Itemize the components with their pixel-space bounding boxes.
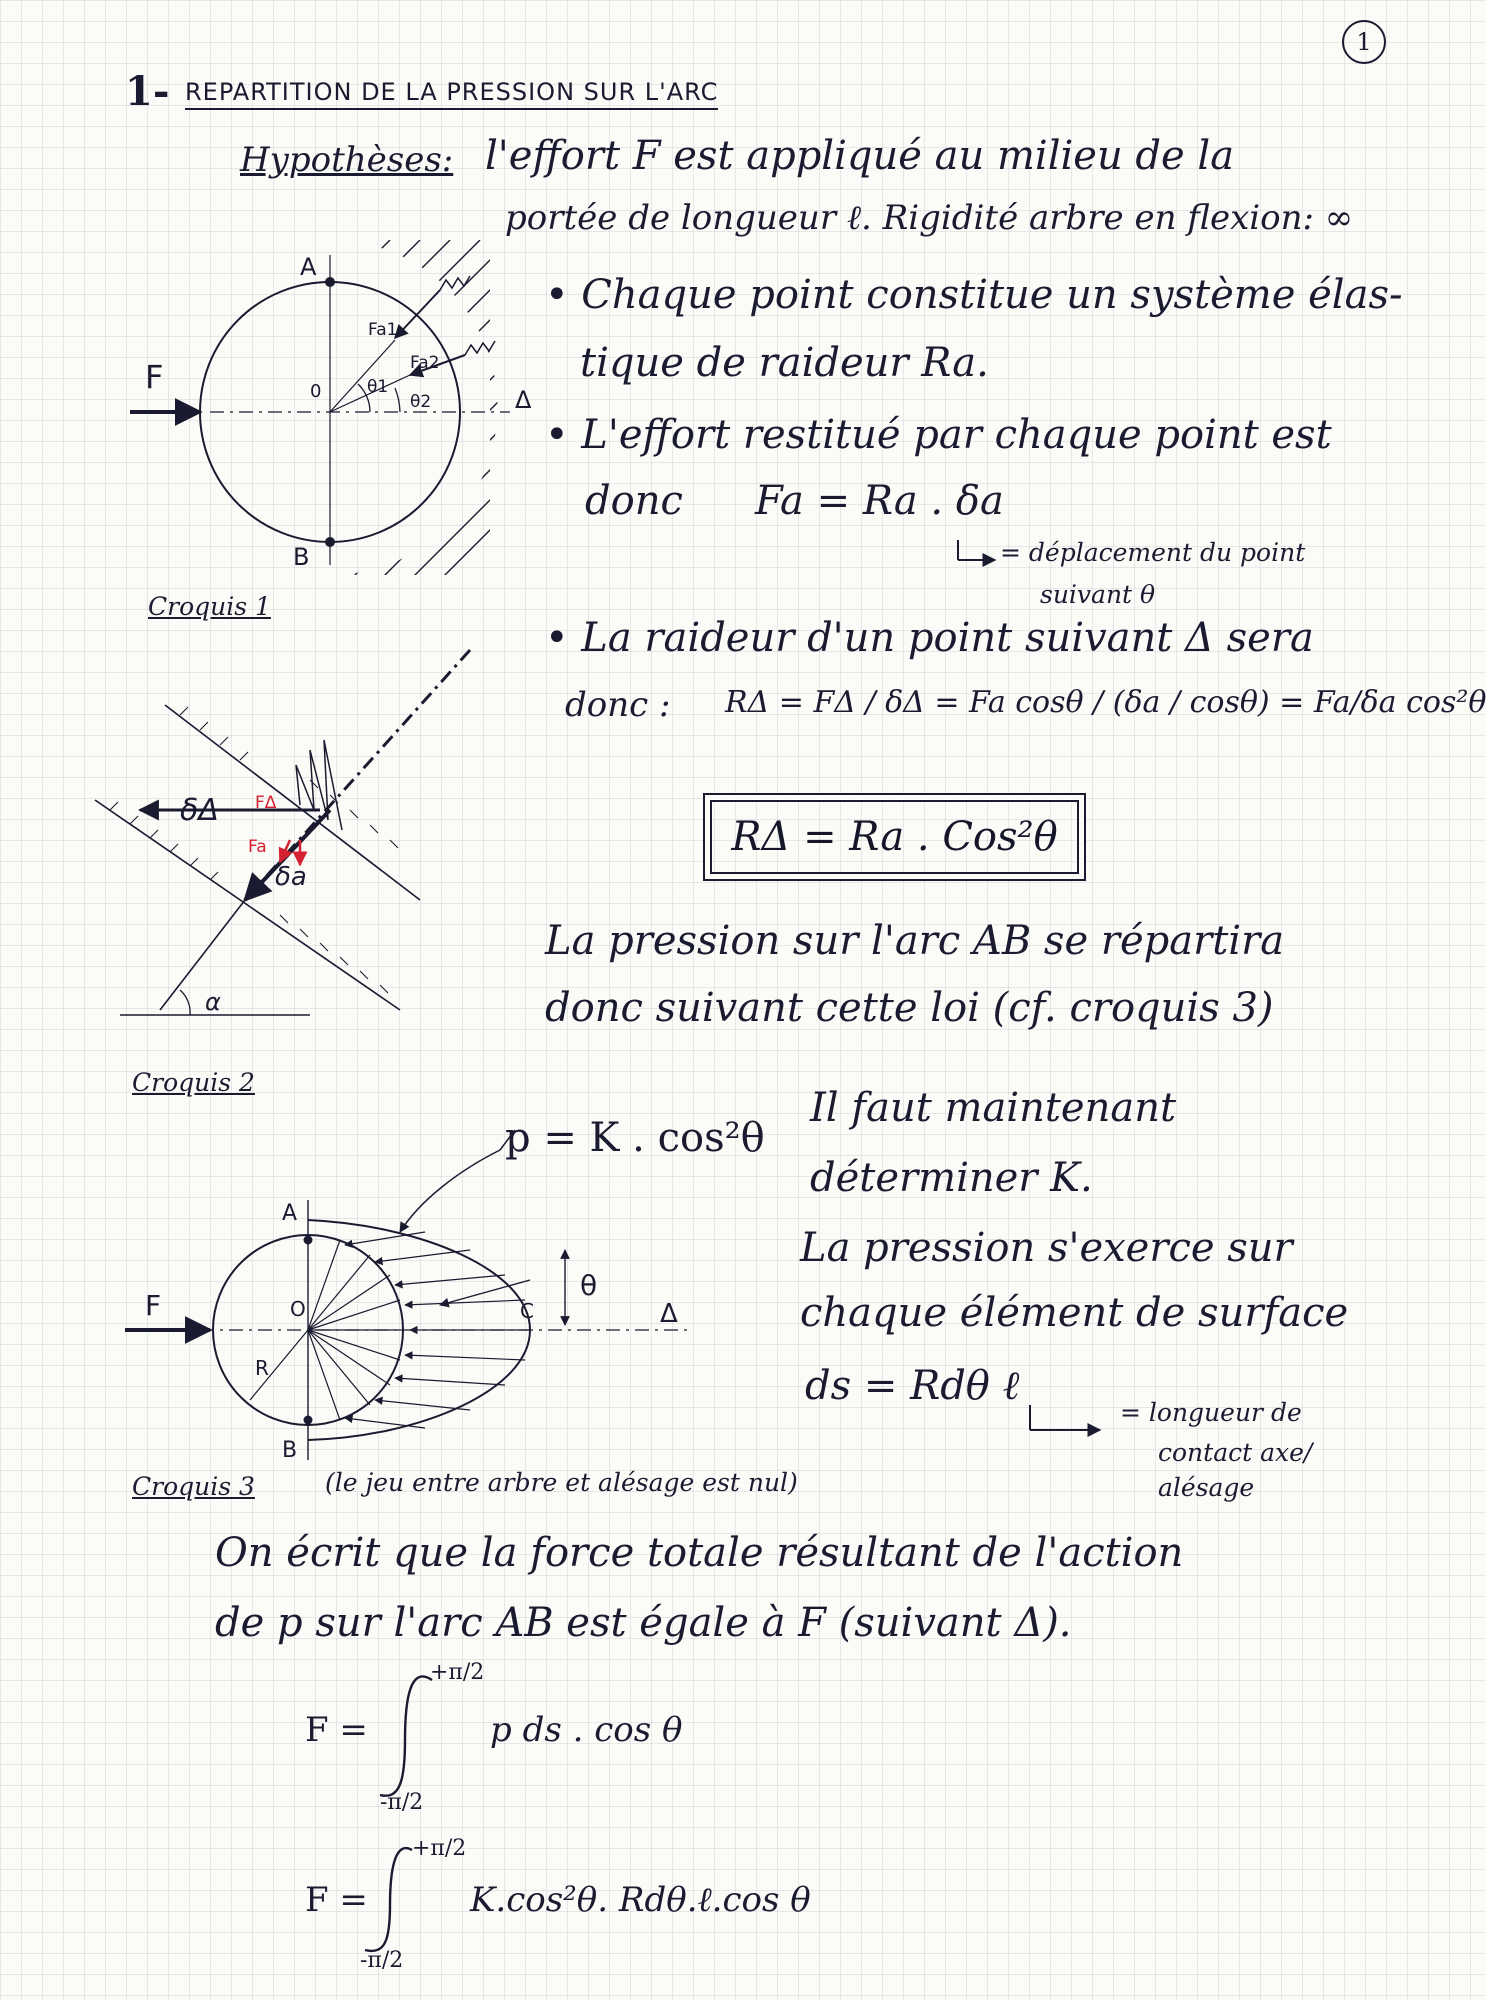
sketch2-diagram (95, 650, 470, 1015)
boxed-result: RΔ = Ra . Cos²θ (710, 800, 1079, 874)
bullet1-line-a: • Chaque point constitue un système élas- (545, 272, 1403, 318)
determine-line2: déterminer K. (810, 1155, 1093, 1201)
section-title: REPARTITION DE LA PRESSION SUR L'ARC (185, 78, 718, 110)
note-displacement-a: = déplacement du point (1000, 538, 1306, 567)
formula-rdelta: RΔ = FΔ / δΔ = Fa cosθ / (δa / cosθ) = Fa/δa cos²θ (725, 685, 1486, 720)
eq1-lhs: F = (305, 1710, 368, 1750)
sketch1-caption: Croquis 1 (148, 592, 271, 621)
eq2-lower: -π/2 (360, 1948, 404, 1973)
determine-note-c: alésage (1158, 1473, 1255, 1502)
sketch2-caption: Croquis 2 (132, 1068, 255, 1097)
sketch3-diagram (125, 1130, 690, 1460)
integral-signs (365, 1676, 432, 1950)
sketch1-label-theta2: θ2 (410, 392, 432, 412)
bullet2-formula: Fa = Ra . δa (755, 478, 1004, 524)
sketch2-label-delta-disp: δΔ (180, 793, 219, 828)
bullet1-line-b: tique de raideur Ra. (580, 340, 989, 386)
sketch3-pressure-vectors (308, 1232, 530, 1428)
length-pointer-arrow (1030, 1405, 1100, 1430)
eq1-upper: +π/2 (430, 1660, 485, 1685)
sketch3-label-A: A (282, 1201, 298, 1226)
sketch1-label-Fa2: Fa2 (410, 353, 440, 373)
sketch3-label-R: R (255, 1356, 269, 1380)
bullet3-line-b: donc : (565, 685, 671, 725)
sketch3-label-theta: θ (580, 1269, 598, 1302)
determine-line5: ds = Rdθ ℓ (805, 1363, 1020, 1409)
sketch1-hatching (330, 240, 690, 580)
determine-line1: Il faut maintenant (810, 1085, 1177, 1131)
sketch1-label-F: F (145, 358, 164, 396)
sketch3-label-C: C (520, 1299, 534, 1323)
bullet2-line-b: donc (585, 478, 683, 524)
sketch3-label-B: B (282, 1438, 298, 1463)
sketch2-label-alpha: α (205, 988, 221, 1016)
section-number: 1- (125, 68, 170, 115)
bullet2-line-a: • L'effort restitué par chaque point est (545, 412, 1332, 458)
conclusion-line-b: donc suivant cette loi (cf. croquis 3) (545, 985, 1274, 1031)
eq2-integrand: K.cos²θ. Rdθ.ℓ.cos θ (470, 1880, 811, 1920)
sketch1-label-theta1: θ1 (367, 377, 389, 397)
sketch3-label-delta: Δ (660, 1299, 678, 1329)
integral-2 (365, 1848, 412, 1951)
sketch3-law-pointer (400, 1150, 500, 1232)
sketch2-label-Fa: Fa (248, 837, 267, 857)
determine-note-b: contact axe/ (1158, 1438, 1313, 1467)
hypotheses-line1: l'effort F est appliqué au milieu de la (485, 133, 1235, 179)
conclusion-line-a: La pression sur l'arc AB se répartira (545, 918, 1285, 964)
eq1-integrand: p ds . cos θ (490, 1710, 683, 1750)
sketch3-label-F: F (145, 1289, 162, 1322)
sketch3-note: (le jeu entre arbre et alésage est nul) (325, 1468, 798, 1497)
integral-1 (380, 1676, 432, 1795)
sketch2-label-Fdelta: FΔ (255, 793, 277, 813)
page-number: 1 (1342, 20, 1386, 64)
closing-line2: de p sur l'arc AB est égale à F (suivant Δ). (215, 1600, 1072, 1646)
hypotheses-line2: portée de longueur ℓ. Rigidité arbre en flexion: ∞ (505, 198, 1354, 238)
eq2-upper: +π/2 (412, 1836, 467, 1861)
bullet3-line-a: • La raideur d'un point suivant Δ sera (545, 615, 1314, 661)
determine-line4: chaque élément de surface (800, 1290, 1349, 1336)
determine-note-a: = longueur de (1120, 1398, 1302, 1427)
sketch3-caption: Croquis 3 (132, 1472, 255, 1501)
eq2-lhs: F = (305, 1880, 368, 1920)
sketch1-label-delta: Δ (515, 386, 532, 414)
sketch1-fa1-arrow (395, 290, 440, 338)
eq1-lower: -π/2 (380, 1790, 424, 1815)
sketch3-law: p = K . cos²θ (505, 1115, 765, 1161)
sketch1-label-Fa1: Fa1 (368, 320, 398, 340)
sketch1-label-B: B (293, 543, 310, 571)
displacement-pointer-arrow (958, 540, 995, 560)
closing-line1: On écrit que la force totale résultant de l'action (215, 1530, 1184, 1576)
sketch2-label-delta-a: δa (275, 862, 307, 892)
sketch1-label-A: A (300, 253, 317, 281)
hypotheses-label: Hypothèses: (240, 140, 454, 180)
sketch1-label-O: 0 (310, 381, 322, 402)
note-displacement-b: suivant θ (1040, 580, 1156, 609)
sketch3-label-O: O (290, 1297, 306, 1321)
determine-line3: La pression s'exerce sur (800, 1225, 1293, 1271)
